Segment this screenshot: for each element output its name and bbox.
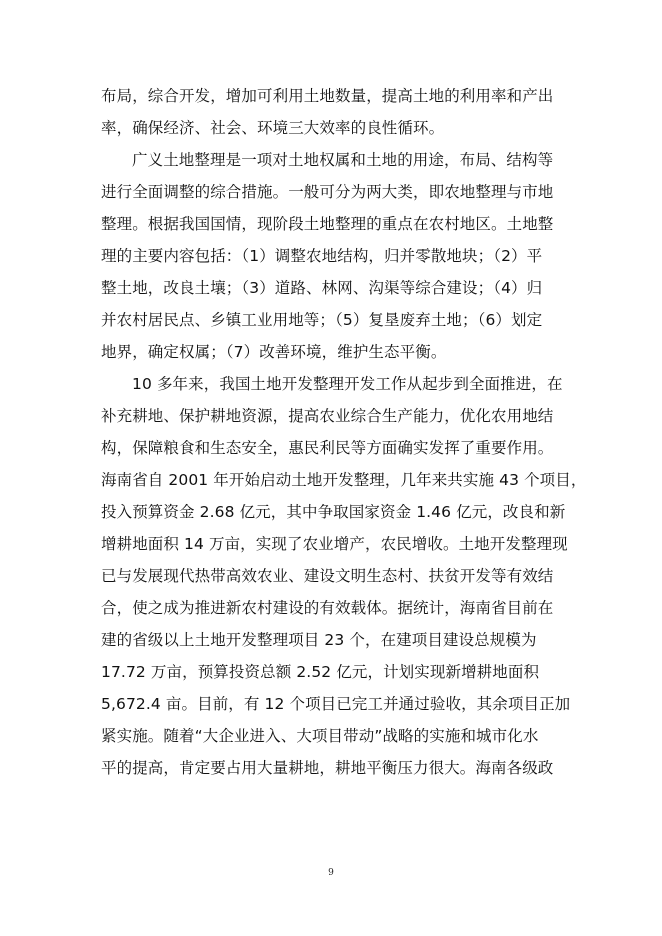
- text-line: 进行全面调整的综合措施。一般可分为两大类，即农地整理与市地: [101, 183, 554, 201]
- text-line: 整土地，改良土壤；（3）道路、林网、沟渠等综合建设；（4）归: [101, 279, 543, 297]
- text-line: 投入预算资金 2.68 亿元，其中争取国家资金 1.46 亿元，改良和新: [101, 503, 566, 521]
- text-line: 率，确保经济、社会、环境三大效率的良性循环。: [101, 119, 445, 137]
- text-line: 海南省自 2001 年开始启动土地开发整理，几年来共实施 43 个项目，: [101, 471, 587, 489]
- text-line: 地界，确定权属；（7）改善环境，维护生态平衡。: [101, 343, 447, 361]
- text-line: 并农村居民点、乡镇工业用地等；（5）复垦废弃土地；（6）划定: [101, 311, 543, 329]
- text-line: 已与发展现代热带高效农业、建设文明生态村、扶贫开发等有效结: [101, 567, 554, 585]
- text-line: 17.72 万亩，预算投资总额 2.52 亿元，计划实现新增耕地面积: [101, 663, 540, 681]
- text-line: 理的主要内容包括：（1）调整农地结构，归并零散地块；（2）平: [101, 247, 543, 265]
- body-text: [101, 80, 587, 784]
- text-line: 建的省级以上土地开发整理项目 23 个，在建项目建设总规模为: [101, 631, 537, 649]
- text-line: 5,672.4 亩。目前，有 12 个项目已完工并通过验收，其余项目正加: [101, 695, 571, 713]
- text-line: 布局，综合开发，增加可利用土地数量，提高土地的利用率和产出: [101, 87, 554, 105]
- text-line: 增耕地面积 14 万亩，实现了农业增产，农民增收。土地开发整理现: [101, 535, 568, 553]
- text-line: 合，使之成为推进新农村建设的有效载体。据统计，海南省目前在: [101, 599, 554, 617]
- paragraph-first-line: 广义土地整理是一项对土地权属和土地的用途，布局、结构等: [132, 151, 554, 169]
- page-number: 9: [328, 868, 334, 878]
- text-line: 整理。根据我国国情，现阶段土地整理的重点在农村地区。土地整: [101, 215, 554, 233]
- text-line: 平的提高，肯定要占用大量耕地，耕地平衡压力很大。海南各级政: [101, 759, 554, 777]
- text-line: 构，保障粮食和生态安全，惠民利民等方面确实发挥了重要作用。: [101, 439, 554, 457]
- text-line: 补充耕地、保护耕地资源，提高农业综合生产能力，优化农用地结: [101, 407, 554, 425]
- paragraph-first-line: 10 多年来，我国土地开发整理开发工作从起步到全面推进，在: [132, 375, 563, 393]
- text-line: 紧实施。随着“大企业进入、大项目带动”战略的实施和城市化水: [101, 727, 539, 745]
